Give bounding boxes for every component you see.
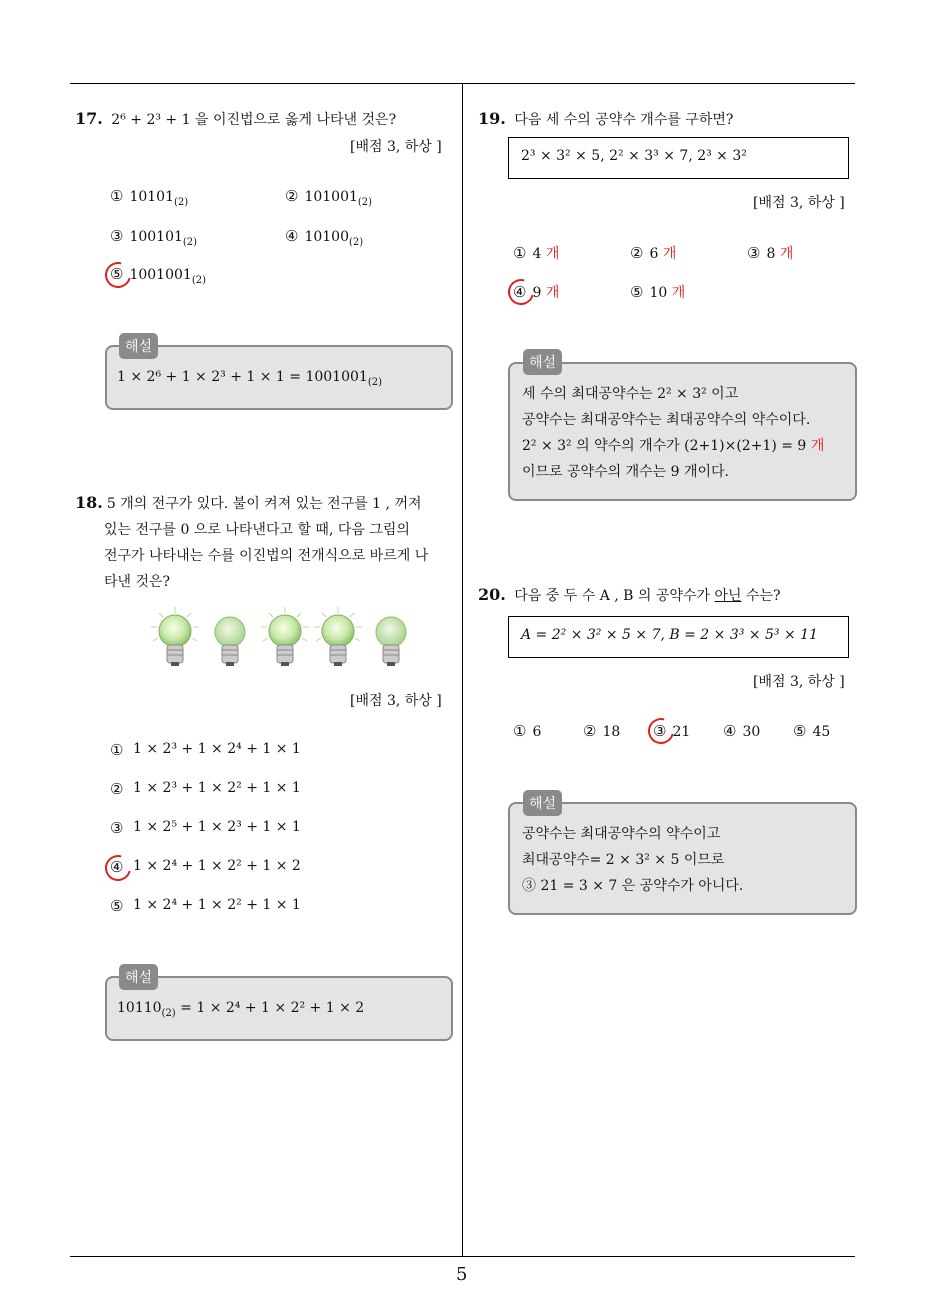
q20-solution-line-1: 공약수는 최대공약수의 약수이고: [522, 826, 721, 842]
q20-answer-circle: [643, 713, 679, 749]
q19-option-4[interactable]: ④ 9 개: [513, 283, 560, 301]
q18-option-4-mark: ④: [110, 858, 124, 876]
q19-answer-circle: [503, 274, 539, 310]
bulb-4-on-icon: [314, 607, 362, 666]
q20-option-1[interactable]: ① 6: [513, 722, 542, 740]
q18-option-2[interactable]: 1 × 2³ + 1 × 2² + 1 × 1: [133, 780, 301, 796]
q18-number: 18.: [75, 493, 103, 512]
page-number: 5: [456, 1264, 468, 1285]
q18-option-3[interactable]: 1 × 2⁵ + 1 × 2³ + 1 × 1: [133, 819, 301, 835]
q19-solution-line-3: 2² × 3² 의 약수의 개수가 (2+1)×(2+1) = 9 개: [522, 438, 825, 454]
q18-answer-circle: [100, 850, 136, 886]
q19-solution-line-4: 이므로 공약수의 개수는 9 개이다.: [522, 464, 729, 480]
q20-number: 20.: [478, 585, 506, 604]
q20-solution-line-3: ③ 21 = 3 × 7 은 공약수가 아니다.: [522, 878, 744, 894]
q17-option-5[interactable]: ⑤ $1001001_{(2)}$: [110, 265, 206, 286]
q18-option-5[interactable]: 1 × 2⁴ + 1 × 2² + 1 × 1: [133, 897, 301, 913]
bulb-5-off-icon: [376, 617, 406, 666]
q19-solution-line-2: 공약수는 최대공약수는 최대공약수의 약수이다.: [522, 412, 811, 428]
q20-option-3[interactable]: ③ 21: [653, 722, 691, 740]
q17-solution-text: $1 \times 2^6 + 1 \times 2^3 + 1 \times 1 = 1001001_{(2)}$: [117, 369, 382, 388]
q18-option-3-mark: ③: [110, 819, 124, 837]
q17-option-4[interactable]: ④ $10100_{(2)}$: [285, 227, 364, 248]
q17-expr: 2⁶ + 2³ + 1: [111, 112, 191, 128]
q18-stem: 18. 5 개의 전구가 있다. 불이 켜져 있는 전구를 1 , 꺼져 있는 전구를 0 으로 나타낸다고 할 때, 다음 그림의 전구가 나타내는 수를 이진법의 전개식으로 바르게 나 타낸 것은?: [75, 493, 429, 590]
bulb-3-on-icon: [261, 607, 309, 666]
q18-option-2-mark: ②: [110, 780, 124, 798]
q20-solution-line-2: 최대공약수= 2 × 3² × 5 이므로: [522, 852, 725, 868]
q17-answer-circle: [100, 257, 136, 293]
q19-option-2[interactable]: ② 6 개: [630, 244, 677, 262]
q18-solution-tag: 해설: [119, 964, 158, 990]
q18-option-4[interactable]: 1 × 2⁴ + 1 × 2² + 1 × 2: [133, 858, 301, 874]
q17-option-2[interactable]: ② $101001_{(2)}$: [285, 187, 373, 208]
q20-score: [배점 3, 하상 ]: [753, 674, 845, 690]
q18-option-1-mark: ①: [110, 741, 124, 759]
q17-stem-tail: 을 이진법으로 옳게 나타낸 것은?: [194, 112, 397, 128]
bulb-1-on-icon: [151, 607, 199, 666]
q19-box: 2³ × 3² × 5, 2² × 3³ × 7, 2³ × 3²: [508, 137, 849, 179]
q17-solution-tag: 해설: [119, 333, 158, 359]
q20-solution-tag: 해설: [523, 790, 562, 816]
q17-score: [배점 3, 하상 ]: [350, 139, 442, 155]
q19-solution-line-1: 세 수의 최대공약수는 2² × 3² 이고: [522, 386, 739, 402]
q19-number: 19.: [478, 109, 506, 128]
bulbs-illustration: [145, 605, 415, 670]
column-divider: [462, 83, 463, 1257]
q18-solution-text: $10110_{(2)} = 1 \times 2^4 + 1 \times 2^2 + 1 \times 2$: [117, 1000, 365, 1019]
q17-option-3[interactable]: ③ $100101_{(2)}$: [110, 227, 198, 248]
q19-solution-tag: 해설: [523, 349, 562, 375]
q20-box: A = 2² × 3² × 5 × 7, B = 2 × 3³ × 5³ × 11: [508, 616, 849, 658]
q19-score: [배점 3, 하상 ]: [753, 195, 845, 211]
q20-stem: 20. 다음 중 두 수 A , B 의 공약수가 아닌 수는?: [478, 585, 781, 604]
q18-score: [배점 3, 하상 ]: [350, 693, 442, 709]
bulb-2-off-icon: [215, 617, 245, 666]
q17-stem: [75, 106, 396, 133]
q17-option-1[interactable]: ① $10101_{(2)}$: [110, 187, 189, 208]
q20-option-4[interactable]: ④ 30: [723, 722, 761, 740]
q18-option-1[interactable]: 1 × 2³ + 1 × 2⁴ + 1 × 1: [133, 741, 301, 757]
q17-number: 17.: [75, 109, 103, 128]
q20-option-2[interactable]: ② 18: [583, 722, 621, 740]
q19-stem: 19. 다음 세 수의 공약수 개수를 구하면?: [478, 109, 734, 128]
q18-option-5-mark: ⑤: [110, 897, 124, 915]
q19-option-5[interactable]: ⑤ 10 개: [630, 283, 686, 301]
q19-option-3[interactable]: ③ 8 개: [747, 244, 794, 262]
q20-option-5[interactable]: ⑤ 45: [793, 722, 831, 740]
q19-option-1[interactable]: ① 4 개: [513, 244, 560, 262]
